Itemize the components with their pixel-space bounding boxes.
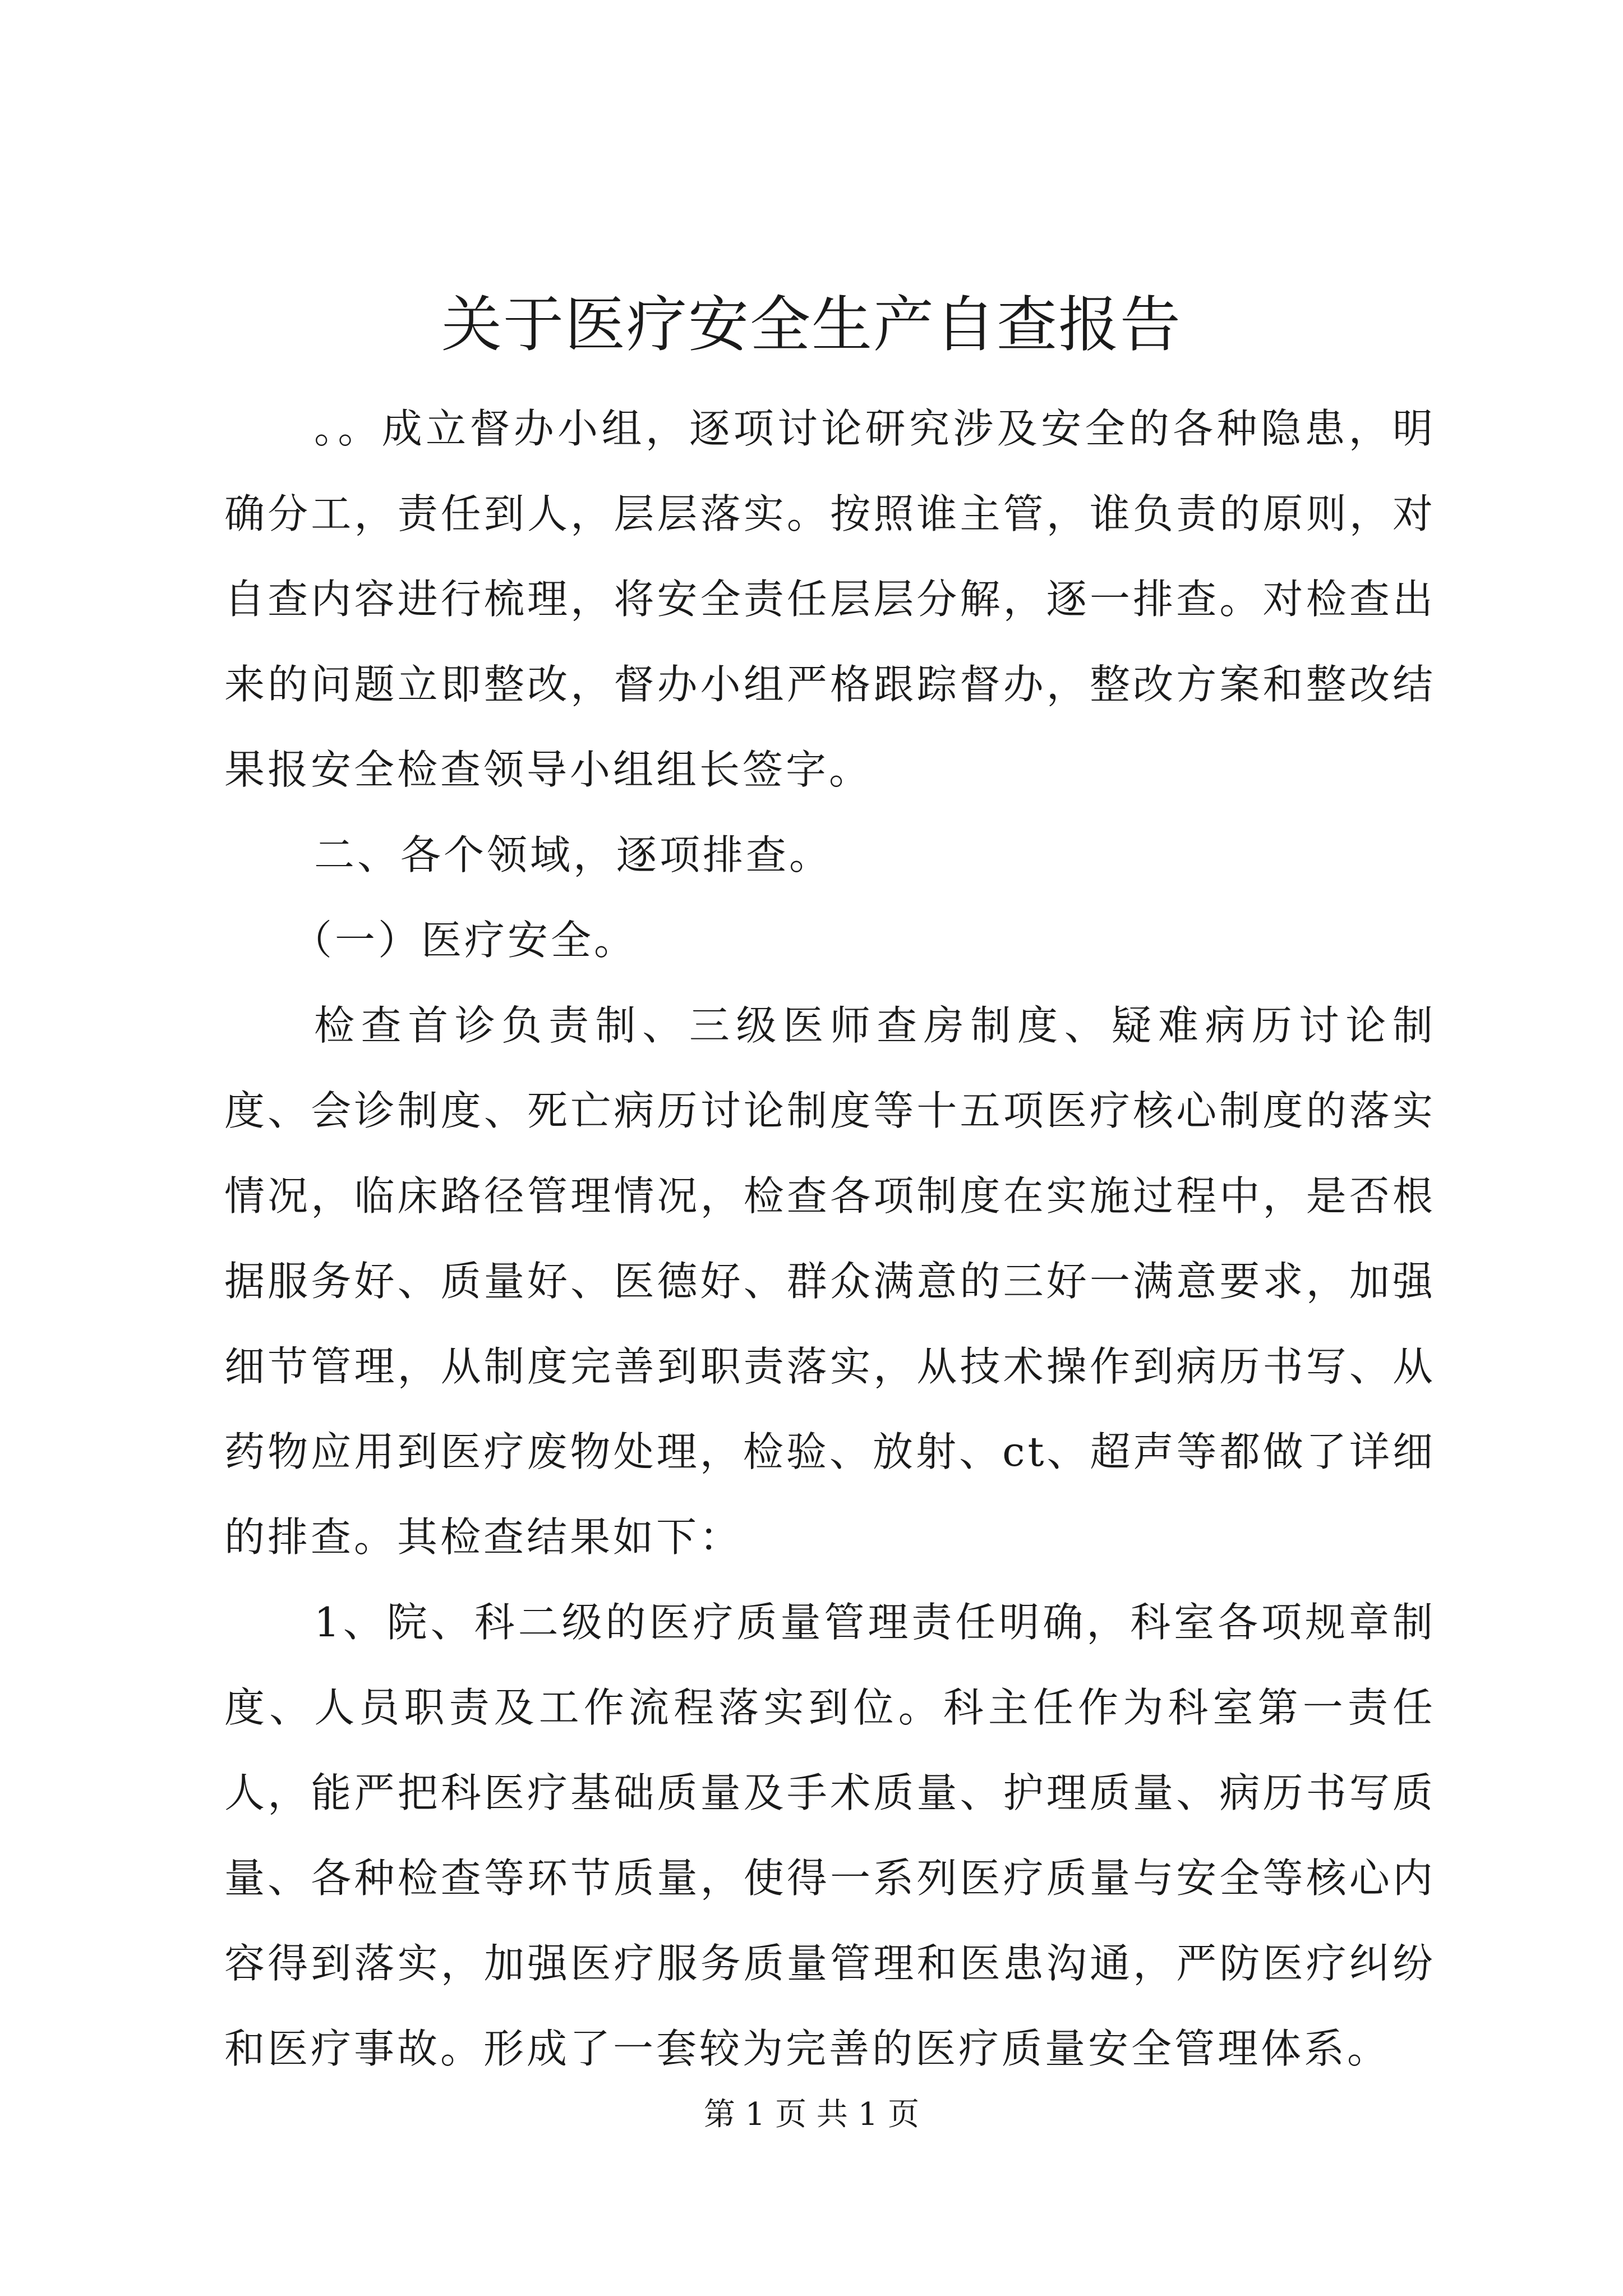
document-title: 关于医疗安全生产自查报告 bbox=[441, 290, 1182, 360]
page-number-footer: 第 1 页 共 1 页 bbox=[703, 2096, 920, 2133]
paragraph-core-system-check: 检查首诊负责制、三级医师查房制度、疑难病历讨论制度、会诊制度、死亡病历讨论制度等十五项医疗核心制度的落实情况，临床路径管理情况，检查各项制度在实施过程中，是否根据服务好、质量好、医德好、群众满意的三好一满意要求，加强细节管理，从制度完善到职责落实，从技术操作到病历书写、从药物应用到医疗废物处理，检验、放射、ct、超声等都做了详细的排查。其检查结果如下： bbox=[224, 1002, 1436, 1561]
paragraph-supervision-group: 。。成立督办小组，逐项讨论研究涉及安全的各种隐患，明确分工，责任到人，层层落实。按照谁主管，谁负责的原则，对自查内容进行梳理，将安全责任层层分解，逐一排查。对检查出来的问题立即整改，督办小组严格跟踪督办，整改方案和整改结果报安全检查领导小组组长签字。 bbox=[224, 405, 1436, 793]
paragraph-result-1: 1、院、科二级的医疗质量管理责任明确，科室各项规章制度、人员职责及工作流程落实到位。科主任作为科室第一责任人，能严把科医疗基础质量及手术质量、护理质量、病历书写质量、各种检查等环节质量，使得一系列医疗质量与安全等核心内容得到落实，加强医疗服务质量管理和医患沟通，严防医疗纠纷和医疗事故。形成了一套较为完善的医疗质量安全管理体系。 bbox=[224, 1599, 1436, 2072]
subsection-heading-medical-safety: （一）医疗安全。 bbox=[292, 917, 638, 964]
section-heading-2: 二、各个领域，逐项排查。 bbox=[314, 831, 833, 878]
document-body bbox=[224, 386, 1436, 2091]
